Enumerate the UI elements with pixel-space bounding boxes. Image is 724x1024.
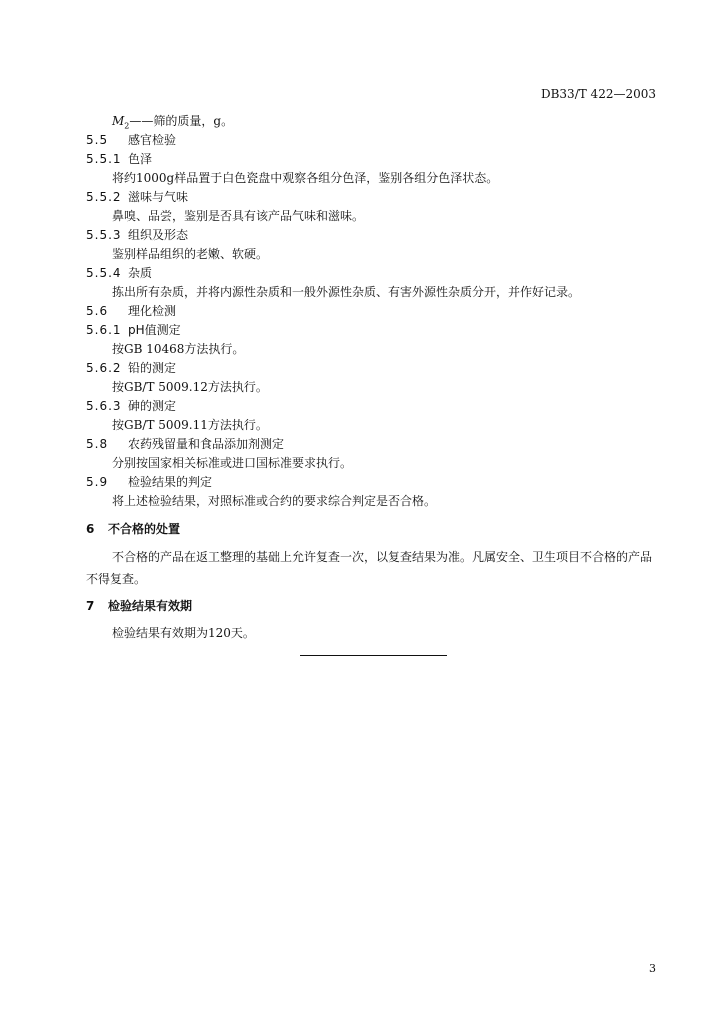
heading-5-8: 5.8 农药残留量和食品添加剂测定	[86, 437, 285, 451]
body-5-8: 分别按国家相关标准或进口国标准要求执行。	[112, 456, 353, 470]
m2-text: ——筛的质量，g。	[129, 114, 234, 128]
body-5-5-2: 鼻嗅、品尝，鉴别是否具有该产品气味和滋味。	[112, 209, 365, 223]
body-7: 检验结果有效期为120天。	[112, 626, 255, 640]
body-5-5-1: 将约1000g样品置于白色瓷盘中观察各组分色泽，鉴别各组分色泽状态。	[112, 171, 499, 185]
heading-5-5-1: 5.5.1 色泽	[86, 152, 153, 166]
end-rule	[300, 655, 447, 656]
body-6: 不合格的产品在返工整理的基础上允许复查一次，以复查结果为准。凡属安全、卫生项目不合格的产品不得复查。	[86, 550, 653, 586]
heading-5-5: 5.5 感官检验	[86, 133, 177, 147]
page-number: 3	[649, 962, 656, 975]
heading-6: 6 不合格的处置	[86, 522, 181, 536]
heading-5-6-2: 5.6.2 铅的测定	[86, 361, 177, 375]
heading-5-6: 5.6 理化检测	[86, 304, 177, 318]
document-id: DB33/T 422—2003	[540, 87, 656, 101]
heading-5-6-1: 5.6.1 pH值测定	[86, 323, 181, 337]
body-5-6-3: 按GB/T 5009.11方法执行。	[112, 418, 268, 432]
heading-5-6-3: 5.6.3 砷的测定	[86, 399, 177, 413]
heading-7: 7 检验结果有效期	[86, 599, 193, 613]
heading-5-9: 5.9 检验结果的判定	[86, 475, 213, 489]
body-5-5-3: 鉴别样品组织的老嫩、软硬。	[112, 247, 269, 261]
body-5-6-2: 按GB/T 5009.12方法执行。	[112, 380, 268, 394]
body-5-9: 将上述检验结果，对照标准或合约的要求综合判定是否合格。	[112, 494, 437, 508]
heading-5-5-3: 5.5.3 组织及形态	[86, 228, 189, 242]
body-5-6-1: 按GB 10468方法执行。	[112, 342, 245, 356]
body-5-5-4: 拣出所有杂质，并将内源性杂质和一般外源性杂质、有害外源性杂质分开，并作好记录。	[112, 285, 581, 299]
m2-symbol: $M_2$	[112, 114, 130, 131]
heading-5-5-2: 5.5.2 滋味与气味	[86, 190, 189, 204]
heading-5-5-4: 5.5.4 杂质	[86, 266, 153, 280]
